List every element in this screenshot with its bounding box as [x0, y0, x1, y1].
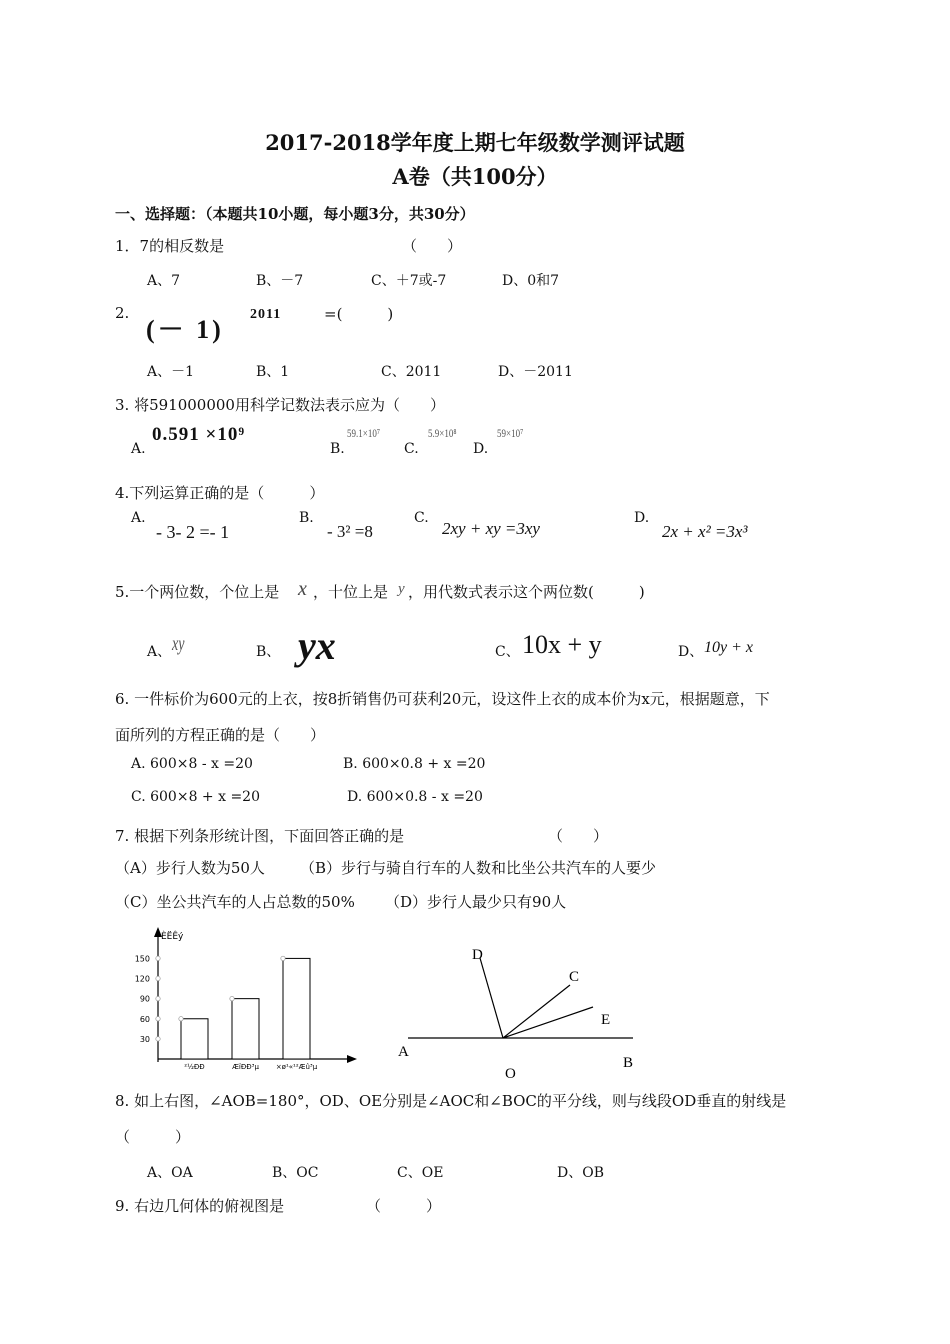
q7-paren: （ ）	[548, 827, 609, 845]
q3-a-label: A.	[131, 441, 146, 457]
label-d: D	[472, 947, 483, 963]
q1-option-c: C、＋7或-7	[371, 273, 447, 289]
q7-option-b: （B）步行与骑自行车的人数和比坐公共汽车的人要少	[300, 859, 657, 877]
q5-var-x: x	[298, 578, 307, 600]
y-tick-label: 120	[134, 974, 150, 984]
q2-tail: =( )	[324, 305, 394, 323]
q5-d-label: D、	[678, 644, 704, 660]
page-title: 2017-2018学年度上期七年级数学测评试题	[265, 130, 685, 155]
angle-figure	[395, 940, 645, 1085]
bar-top-marker	[179, 1017, 183, 1021]
q5-d-expr: 10y + x	[704, 639, 753, 656]
q9-text: 9. 右边几何体的俯视图是	[115, 1197, 285, 1215]
q5-text-b: ，十位上是	[313, 583, 389, 601]
q1-option-b: B、－7	[256, 273, 304, 289]
page-subtitle: A卷（共100分）	[392, 164, 558, 189]
q4-c-expr: 2xy + xy =3xy	[442, 519, 540, 538]
ray-od	[480, 958, 503, 1038]
q2-number: 2.	[115, 304, 130, 322]
y-tick-marker	[156, 1017, 160, 1021]
label-c: C	[569, 969, 580, 985]
q4-c-label: C.	[414, 510, 429, 526]
ray-oc	[503, 985, 570, 1038]
bar	[283, 958, 310, 1059]
q8-text: 8. 如上右图，∠AOB=180°，OD、OE分别是∠AOC和∠BOC的平分线，则与线段OD垂直的射线是	[115, 1092, 787, 1110]
q4-a-expr: - 3- 2 =- 1	[156, 522, 230, 542]
x-category-label: ²½ÐÐ	[184, 1063, 205, 1071]
q5-var-y: y	[398, 581, 405, 597]
q4-b-label: B.	[299, 510, 314, 526]
q1-option-d: D、0和7	[502, 273, 560, 289]
bar	[232, 999, 259, 1059]
q3-c-expr: 5.9×10⁸	[428, 426, 457, 440]
q4-d-expr: 2x + x² =3x³	[662, 522, 748, 541]
q5-text-a: 5.一个两位数，个位上是	[115, 583, 280, 601]
q3-d-expr: 59×10⁷	[497, 426, 524, 440]
q3-b-expr: 59.1×10⁷	[347, 426, 380, 440]
x-category-label: ÆïÐÐ³µ	[232, 1063, 259, 1071]
q7-option-c: （C）坐公共汽车的人占总数的50%	[115, 893, 355, 911]
y-tick-marker	[156, 1037, 160, 1041]
q2-option-c: C、2011	[381, 364, 442, 380]
q5-b-expr: yx	[298, 623, 336, 668]
q2-option-b: B、1	[256, 364, 290, 380]
q2-expr-exponent: 2011	[250, 307, 282, 322]
q3-text: 3. 将591000000用科学记数法表示应为（ ）	[115, 396, 445, 414]
q7-option-a: （A）步行人数为50人	[115, 859, 265, 877]
q1-paren: （ ）	[402, 237, 463, 255]
q8-option-c: C、OE	[397, 1165, 444, 1181]
label-a: A	[398, 1044, 409, 1060]
q4-b-expr: - 3² =8	[327, 522, 373, 541]
label-b: B	[623, 1055, 634, 1071]
bar-top-marker	[281, 956, 285, 960]
bar	[181, 1019, 208, 1059]
bar-top-marker	[230, 996, 234, 1000]
y-tick-label: 30	[139, 1034, 150, 1044]
q1-option-a: A、7	[147, 273, 181, 289]
q5-text-c: ，用代数式表示这个两位数( )	[408, 583, 645, 601]
q3-c-label: C.	[404, 441, 419, 457]
y-tick-label: 150	[134, 954, 150, 964]
section-heading: 一、选择题：（本题共10小题，每小题3分，共30分）	[115, 205, 475, 223]
y-tick-marker	[156, 996, 160, 1000]
y-tick-label: 60	[139, 1014, 150, 1024]
q2-expr-base: (－ 1)	[146, 315, 224, 344]
q6-option-b: B. 600×0.8 + x =20	[343, 756, 486, 772]
q6-option-c: C. 600×8 + x =20	[131, 789, 260, 805]
q3-b-label: B.	[330, 441, 345, 457]
q5-c-expr: 10x + y	[522, 630, 602, 659]
q6-line1: 6. 一件标价为600元的上衣，按8折销售仍可获利20元，设这件上衣的成本价为x元，根据题意，下	[115, 690, 770, 708]
q9-paren: （ ）	[366, 1197, 442, 1215]
q6-option-d: D. 600×0.8 - x =20	[347, 789, 483, 805]
bar-chart	[125, 925, 365, 1075]
q8-option-b: B、OC	[272, 1165, 319, 1181]
q8-option-a: A、OA	[147, 1165, 193, 1181]
q5-b-label: B、	[256, 644, 281, 660]
q2-option-a: A、－1	[147, 364, 195, 380]
label-e: E	[601, 1012, 611, 1028]
q5-a-expr: xy	[172, 633, 185, 655]
q4-a-label: A.	[131, 510, 146, 526]
q1-text: 1．7的相反数是	[115, 237, 225, 255]
q2-option-d: D、－2011	[498, 364, 573, 380]
q4-text: 4.下列运算正确的是（ ）	[115, 484, 325, 502]
q3-a-expr: 0.591 ×10⁹	[152, 424, 246, 445]
label-o: O	[505, 1066, 516, 1082]
q4-d-label: D.	[634, 510, 650, 526]
q5-c-label: C、	[495, 644, 520, 660]
ray-oe	[503, 1007, 593, 1038]
y-tick-marker	[156, 976, 160, 980]
q8-option-d: D、OB	[557, 1165, 604, 1181]
y-tick-label: 90	[139, 994, 150, 1004]
q3-d-label: D.	[473, 441, 489, 457]
q6-line2: 面所列的方程正确的是（ ）	[115, 726, 326, 744]
q6-option-a: A. 600×8 - x =20	[131, 756, 253, 772]
q8-paren: （ ）	[115, 1128, 191, 1146]
y-axis-label: ÈËÊý	[161, 932, 184, 942]
x-axis-arrow	[347, 1055, 357, 1063]
x-category-label: ×ø¹«¹²Æû³µ	[275, 1063, 318, 1071]
q5-a-label: A、	[147, 644, 172, 660]
y-tick-marker	[156, 956, 160, 960]
q7-text: 7. 根据下列条形统计图，下面回答正确的是	[115, 827, 405, 845]
q7-option-d: （D）步行人最少只有90人	[385, 893, 567, 911]
